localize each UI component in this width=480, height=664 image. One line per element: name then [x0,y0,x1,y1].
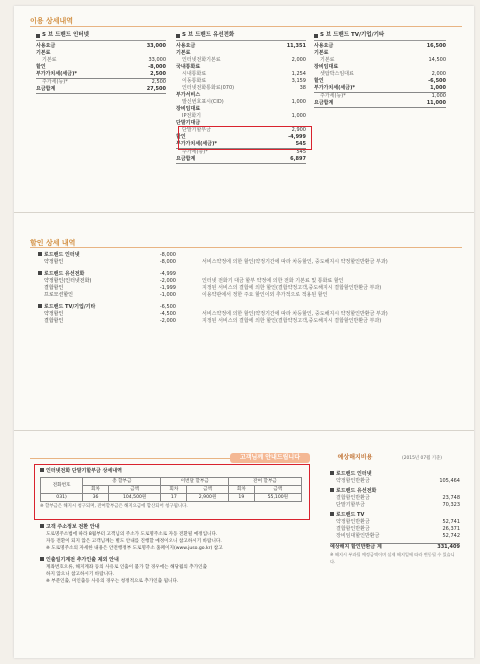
discount-desc: 서비스약정에 의한 할인(약정기간에 따라 차등할인, 중도해지시 약정할인반환금 부과) [202,311,388,317]
usage-row [176,78,306,85]
cell: 55,100원 [254,494,301,502]
th-amount: 금액 [108,486,161,494]
refund-title: 예상해지비용 [337,454,373,461]
row-label: 단말기대금 [176,120,201,126]
th-total: 총 할부금 [83,478,161,486]
discount-head [38,252,128,259]
usage-row [314,43,446,50]
discount-value: -2,000 [159,278,176,284]
discount-desc: 서비스약정에 의한 할인(약정기간에 따라 차등할인, 중도해지시 약정할인반환금 부과) [202,259,388,265]
usage-row [314,64,446,71]
notice-line: ※ 부분인출, 미인출등 사유의 경우는 청정적으로 추가인출 됩니다. [46,579,179,584]
bullet-icon [330,471,334,475]
th-remaining: 잔여 할부금 [229,478,302,486]
cell-phone: 031) [41,494,83,502]
row-label: 이동통화료 [182,78,207,84]
row-label: 주가세(등)* [182,149,208,155]
discount-head [38,304,128,311]
usage-row [176,43,306,50]
row-value: 2,900 [291,127,306,133]
cell: 17 [161,494,187,502]
col-header: S 브 드밴드 유선전화 [176,32,306,41]
discount-desc: 지정된 서비스의 결합에 의한 할인(결합약정고객,중도해지시 결합할인반환금 부과) [202,318,382,324]
usage-row [36,57,166,64]
th-count: 회차 [83,486,109,494]
refund-row [330,502,460,509]
discount-name: 결합할인 [44,318,64,324]
row-label: 요금합계 [36,86,56,92]
discount-group [38,252,458,266]
divider [30,26,462,27]
discount-value: -2,000 [159,318,176,324]
refund-header-text: 로드밴드 인터넷 [336,471,372,477]
discount-row [38,252,458,259]
row-label: 부가가치세(세금)* [176,141,217,147]
usage-row [176,106,306,113]
notice-heading [40,557,310,564]
discount-desc: 이용약관에서 정한 주요 할인이외 추가적으로 적용된 할인 [202,292,328,298]
refund-label: 결합할인반환금 [336,526,370,532]
discount-row [38,285,458,292]
row-value: -6,500 [428,78,446,84]
row-value: 1,000 [291,99,306,105]
discount-value: -4,999 [159,271,176,277]
row-value: 14,500 [428,57,446,63]
usage-row [314,78,446,85]
row-value: 545 [295,141,306,147]
notice-item [40,524,310,552]
refund-row [330,519,460,526]
row-label: 할인 [176,134,186,140]
row-label: 부가서비스 [176,92,201,98]
highlight-installment-box [34,464,310,520]
row-value: 1,000 [291,113,306,119]
col-header: S 브 드밴드 TV/기업/기타 [314,32,446,41]
refund-header [330,512,364,519]
discount-title: 할인 상세 내역 [30,239,76,247]
notice-heading [40,524,310,531]
usage-row [36,79,166,86]
usage-row [176,113,306,120]
usage-row [176,71,306,78]
highlight-device-installment [178,126,312,150]
row-label: 부가가치세(세금)* [314,85,355,91]
th-count: 회차 [161,486,187,494]
notice-heading-text: 고객 주소정보 전환 안내 [46,524,100,530]
row-label: 할인 [314,78,324,84]
discount-name: 약정할인(인터넷전화) [44,278,92,284]
refund-row [330,526,460,533]
usage-row [176,64,306,71]
row-value: 1,254 [291,71,306,77]
discount-value: -4,500 [159,311,176,317]
discount-row [38,259,458,266]
row-label: 단말기할부금 [182,127,211,133]
refund-date: (2015년 07월 기준) [402,456,442,461]
usage-row [176,149,306,156]
refund-row [330,495,460,502]
discount-row [38,304,458,311]
usage-row [314,93,446,100]
row-value: 6,897 [290,156,306,162]
cell: 36 [83,494,109,502]
usage-row [176,57,306,64]
customer-notice-title: 고객님께 안내드립니다 [230,453,310,463]
refund-header-text: 로드밴드 유선전화 [336,488,377,494]
discount-row [38,292,458,299]
row-label: 주가세(등)* [42,79,68,85]
discount-desc: 인터넷 전화기 대금 할부 약정에 의한 전화 기본료 및 통화료 할인 [202,278,344,284]
usage-row [176,85,306,92]
row-value: 2,000 [291,57,306,63]
row-label: 기본료 [176,50,191,56]
row-label: 기본료 [42,57,57,63]
divider [30,247,462,248]
row-label: 요금합계 [314,100,334,106]
row-value: 1,000 [431,93,446,99]
row-value: 2,500 [150,71,166,77]
row-value: 545 [296,149,306,155]
discount-name: 약정할인 [44,311,64,317]
discount-value: -8,000 [159,259,176,265]
refund-group-header [330,471,460,478]
row-value: 16,500 [426,43,446,49]
usage-row [176,50,306,57]
usage-row [314,100,446,108]
refund-note: ※ 해지시 부과될 예정금액이며 실제 해지일에 따라 변동될 수 있습니다. [330,552,455,564]
row-label: 요금합계 [176,156,196,162]
discount-value: -1,999 [159,285,176,291]
refund-total [330,543,460,551]
row-label: 국내통화료 [176,64,201,70]
usage-rows [314,43,446,108]
refund-list [330,468,460,565]
refund-total-value: 331,409 [437,544,460,550]
divider [30,458,230,459]
row-value: 38 [299,85,306,91]
notice-line: 하지 않으니 참고하시기 바랍니다. [46,572,114,577]
refund-value: 105,464 [439,478,460,484]
row-label: 사용요금 [314,43,334,49]
refund-value: 52,741 [442,519,460,525]
refund-value: 70,323 [442,502,460,508]
row-value: 33,000 [148,57,166,63]
usage-row [314,50,446,57]
row-label: 기본료 [320,57,335,63]
discount-name: 프로모션할인 [44,292,73,298]
installment-title: 인터넷전화 단말기할부금 상세내역 [40,468,310,475]
row-value: 3,159 [291,78,306,84]
usage-row [36,43,166,50]
row-value: 2,500 [151,79,166,85]
notice-line: ※ 도로명주소의 자세한 내용은 안전행정부 도로명주소 홈페이지(www.juso.go.kr) 참고 [46,546,223,551]
usage-row [176,99,306,106]
discount-value: -1,000 [159,292,176,298]
discount-name: 약정할인 [44,259,64,265]
row-label: 셋탑박스임대료 [320,71,354,77]
refund-value: 26,371 [442,526,460,532]
refund-row [330,533,460,540]
th-amount: 금액 [254,486,301,494]
notice-line: 도로명주소법에 따라 8월부터 고객님의 주소가 도로명주소로 자동 전환될 예정입니다. [46,532,218,537]
discount-row [38,271,458,278]
row-value: 33,000 [146,43,166,49]
refund-label: 단말기할부금 [336,502,365,508]
row-value: 1,000 [430,85,446,91]
usage-rows [36,43,166,94]
installment-note: ※ 할부금은 해지시 청구되며, 잔여할부금은 해지요금에 합산되어 청구됩니다. [40,504,188,509]
refund-header [330,471,372,478]
discount-row [38,311,458,318]
row-label: 발신번호표시(CID) [182,99,224,105]
row-value: -4,999 [288,134,306,140]
discount-value: -6,500 [159,304,176,310]
row-label: 인터넷전화기본료 [182,57,221,63]
row-label: 기본료 [36,50,51,56]
notice-line: 계좌번호오류, 해지계좌 등의 사유로 인출이 불가 할 경우에는 해당월의 추가인출 [46,565,208,570]
usage-row [36,50,166,57]
usage-row [314,57,446,64]
row-label: 기본료 [314,50,329,56]
usage-row [36,64,166,71]
discount-row [38,278,458,285]
bullet-icon [330,488,334,492]
row-label: 시내통화료 [182,71,207,77]
refund-label: 약정할인반환금 [336,519,370,525]
cell: 19 [229,494,255,502]
row-label: 사용요금 [176,43,196,49]
th-count: 회차 [229,486,255,494]
th-amount: 금액 [187,486,229,494]
bullet-icon [176,34,180,38]
usage-title: 이용 상세내역 [30,17,74,25]
discount-desc: 지정된 서비스의 결합에 의한 할인(결합약정고객,중도해지시 결합할인반환금 부과) [202,285,382,291]
row-label: 장비임대료 [314,64,339,70]
row-label: 사용요금 [36,43,56,49]
row-value: -8,000 [148,64,166,70]
bullet-icon [38,304,42,308]
discount-group [38,271,458,299]
refund-row [330,478,460,485]
row-label: 주가세(등)* [320,93,346,99]
refund-header [330,488,376,495]
discount-name: 결합할인 [44,285,64,291]
row-value: 11,351 [286,43,306,49]
notice-heading-text: 인출일기계전 추가인출 제외 안내 [46,557,119,563]
refund-label: 장비임대할인반환금 [336,533,380,539]
usage-row [176,156,306,164]
usage-col-tv [314,32,446,108]
usage-row [36,86,166,94]
refund-value: 52,742 [442,533,460,539]
col-header: S 브 드밴드 인터넷 [36,32,166,41]
notice-items [40,524,310,590]
fold-line [14,212,474,213]
cell: 104,500원 [108,494,161,502]
usage-col-internet [36,32,166,94]
usage-row [176,92,306,99]
row-label: 부가가치세(세금)* [36,71,77,77]
notice-item [40,557,310,585]
usage-row [36,71,166,79]
discount-value: -8,000 [159,252,176,258]
th-this-month: 이번달 할부금 [161,478,229,486]
refund-header-text: 로드밴드 TV [336,512,365,518]
refund-label: 약정할인반환금 [336,478,370,484]
row-value: 27,500 [146,86,166,92]
row-label: 장비임대료 [176,106,201,112]
discount-name: 로드밴드 TV/기업/기타 [44,304,96,310]
bullet-icon [36,34,40,38]
refund-group-header [330,512,460,519]
discount-head [38,271,128,278]
bullet-icon [38,252,42,256]
bullet-icon [40,524,44,528]
fold-line [14,430,474,431]
row-label: 할인 [36,64,46,70]
bullet-icon [38,271,42,275]
refund-label: 결합할인반환금 [336,495,370,501]
row-value: 2,000 [431,71,446,77]
discount-row [38,318,458,325]
row-label: 인터넷전화통화료(070) [182,85,235,91]
discount-group [38,304,458,325]
row-value: 11,000 [426,100,446,106]
notice-line: 자동 전환이 되지 않은 고객님께는 별도 안내를 진행할 예정이오니 참고하시기 바랍니다. [46,539,222,544]
refund-value: 23,748 [442,495,460,501]
usage-row [314,85,446,93]
row-label: IP전화기 [182,113,201,119]
refund-group-header [330,488,460,495]
bullet-icon [330,512,334,516]
usage-row [314,71,446,78]
cell: 2,900원 [187,494,229,502]
discount-list [38,252,458,330]
th-phone: 전화번호 [41,478,83,494]
discount-name: 로드밴드 유선전화 [44,271,85,277]
refund-total-label: 예상해지 할인반환금 계 [330,544,382,550]
bullet-icon [40,557,44,561]
bullet-icon [314,34,318,38]
discount-name: 로드밴드 인터넷 [44,252,80,258]
